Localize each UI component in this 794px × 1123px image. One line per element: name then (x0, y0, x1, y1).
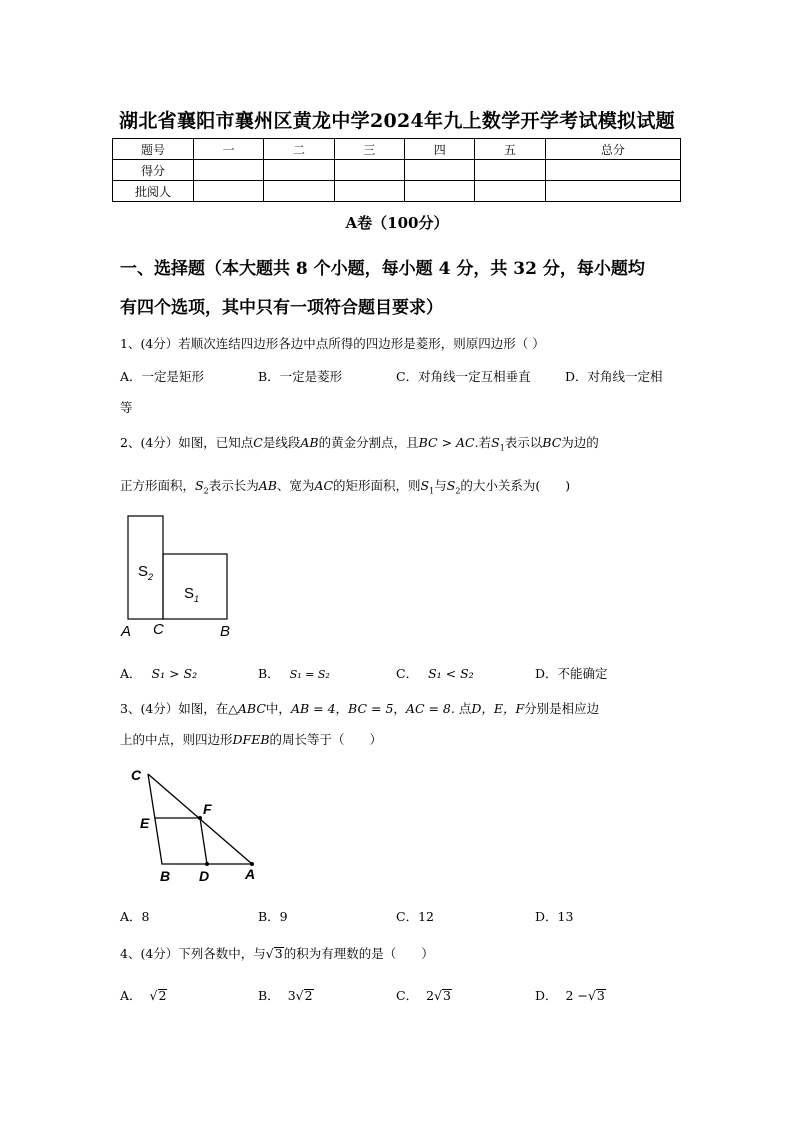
table-cell[interactable] (194, 160, 264, 181)
label-s2: $S_2$ (138, 563, 154, 582)
q4-option-a[interactable]: A． √2 (120, 988, 167, 1003)
point-c-label: C (153, 621, 164, 638)
table-cell: 总分 (545, 139, 680, 160)
table-cell[interactable] (545, 160, 680, 181)
question-2-stem-line1 (120, 433, 599, 453)
q2-math: S (195, 478, 204, 493)
table-cell: 题号 (113, 139, 194, 160)
q3-option-d[interactable]: D．13 (535, 909, 574, 924)
question-1-stem: 1、(4分）若顺次连结四边形各边中点所得的四边形是菱形，则原四边形（ ） (120, 336, 545, 351)
label-b: B (160, 868, 171, 884)
table-row (113, 181, 681, 202)
point-f (198, 816, 202, 820)
q1-option-a[interactable]: A．一定是矩形 (120, 369, 205, 384)
table-cell[interactable] (545, 181, 680, 202)
q4-option-d[interactable]: D． 2 −√3 (535, 988, 605, 1003)
table-cell: 三 (334, 139, 404, 160)
table-cell[interactable] (475, 160, 545, 181)
table-cell: 二 (264, 139, 334, 160)
table-cell[interactable] (264, 160, 334, 181)
score-table (112, 138, 681, 202)
q1-option-d[interactable]: D．对角线一定相 (565, 369, 663, 384)
table-cell[interactable] (334, 181, 404, 202)
q2-sub: 1 (429, 486, 435, 496)
q2-figure (112, 510, 252, 642)
q2-option-d[interactable]: D．不能确定 (535, 666, 608, 681)
q2-text: 为边的 (561, 435, 599, 450)
q4-option-c[interactable]: C． 2√3 (396, 988, 451, 1003)
page-title: 湖北省襄阳市襄州区黄龙中学2024年九上数学开学考试模拟试题 (119, 110, 675, 132)
label-e: E (140, 815, 150, 831)
q1-option-c[interactable]: C．对角线一定互相垂直 (396, 369, 531, 384)
section-heading: A卷（100分） (345, 214, 449, 232)
q2-text: 的大小关系为( ) (460, 478, 571, 493)
q3-option-c[interactable]: C．12 (396, 909, 434, 924)
q2-text: 正方形面积， (120, 478, 196, 493)
q2-option-a[interactable]: A． S₁ > S₂ (120, 666, 198, 681)
question-2-stem-line2 (120, 476, 570, 496)
table-cell[interactable] (405, 160, 475, 181)
q2-text: 是线段 (262, 435, 301, 450)
q2-sub: 2 (203, 486, 209, 496)
q2-math: AB (300, 435, 319, 450)
table-cell: 一 (194, 139, 264, 160)
q2-math: BC (542, 435, 562, 450)
q4-option-b[interactable]: B． 3√2 (258, 988, 313, 1003)
q2-sub: 2 (455, 486, 461, 496)
part-heading: 一、选择题（本大题共 8 个小题，每小题 4 分，共 32 分，每小题均 (120, 259, 645, 279)
part-heading-cont: 有四个选项，其中只有一项符合题目要求） (120, 298, 443, 318)
q2-text: 表示长为 (208, 478, 259, 493)
table-cell: 四 (405, 139, 475, 160)
table-cell: 批阅人 (113, 181, 194, 202)
q2-option-c[interactable]: C． S₁ < S₂ (396, 666, 474, 681)
q1-option-d-wrap: 等 (120, 400, 133, 415)
table-cell[interactable] (194, 181, 264, 202)
q2-math: S (491, 435, 500, 450)
q3-option-a[interactable]: A．8 (120, 909, 150, 924)
table-cell[interactable] (405, 181, 475, 202)
q2-math: C (253, 435, 263, 450)
table-row (113, 139, 681, 160)
table-row (113, 160, 681, 181)
q2-math: AC (314, 478, 334, 493)
segments-ef-fd (155, 818, 207, 864)
q3-figure (125, 765, 270, 887)
table-cell[interactable] (475, 181, 545, 202)
label-s1: $S_1$ (184, 585, 200, 604)
question-4-stem: 4、(4分）下列各数中，与√3的积为有理数的是（ ） (120, 946, 434, 961)
q2-math: AB (258, 478, 277, 493)
question-3-stem-line1: 3、(4分）如图，在△ABC中，AB = 4，BC = 5，AC = 8. 点D，E，F分别是相应边 (120, 701, 600, 716)
label-a: A (245, 866, 256, 882)
q2-sub: 1 (499, 443, 505, 453)
point-d (205, 862, 209, 866)
point-b-label: B (220, 623, 231, 640)
q2-math: BC > AC (418, 435, 475, 450)
q1-option-b[interactable]: B．一定是菱形 (258, 369, 343, 384)
q2-text: .若 (474, 435, 492, 450)
q2-text: 表示以 (504, 435, 543, 450)
table-cell[interactable] (334, 160, 404, 181)
rect-s1 (163, 554, 227, 619)
label-d: D (199, 868, 210, 884)
q2-text: 、宽为 (276, 478, 315, 493)
q2-text: 与 (434, 478, 447, 493)
q3-option-b[interactable]: B．9 (258, 909, 288, 924)
q2-text: 的矩形面积，则 (333, 478, 421, 493)
q2-text: 2、(4分）如图，已知点 (120, 435, 254, 450)
q2-math: S (420, 478, 430, 493)
label-c: C (131, 767, 142, 783)
q2-option-b[interactable]: B． S₁ = S₂ (258, 666, 330, 681)
table-cell: 五 (475, 139, 545, 160)
table-cell: 得分 (113, 160, 194, 181)
question-3-stem-line2: 上的中点，则四边形DFEB的周长等于（ ） (120, 732, 383, 747)
point-a-label: A (121, 623, 132, 640)
q2-text: 的黄金分割点，且 (318, 435, 419, 450)
table-cell[interactable] (264, 181, 334, 202)
label-f: F (203, 801, 212, 817)
q2-math: S (446, 478, 456, 493)
